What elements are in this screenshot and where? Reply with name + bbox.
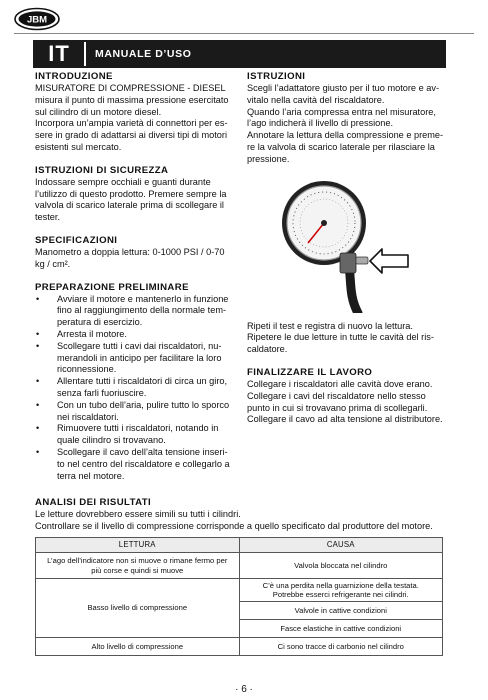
list-item-line: terra nel motore. [57, 470, 125, 481]
list-item-line: • Scollegare tutti i cavi dai riscaldatori, nu- [57, 340, 222, 351]
list-item [35, 329, 236, 341]
finish-heading: FINALIZZARE IL LAVORO [247, 366, 373, 378]
analysis-section [35, 497, 450, 533]
intro-line: Incorpora un’ampia varietà di connettori per es- [35, 118, 228, 129]
table-row [36, 579, 443, 602]
safety-line: tester. [35, 212, 61, 223]
list-item [35, 447, 236, 482]
specs-section [35, 235, 236, 271]
table-cell: Alto livello di compressione [36, 637, 240, 655]
analysis-line: Controllare se il livello di compressione corrisponde a quello specificato dal produttore del motore. [35, 520, 433, 531]
table-cell: Fasce elastiche in cattive condizioni [239, 619, 443, 637]
manual-title: MANUALE D’USO [95, 48, 192, 60]
list-item [35, 341, 236, 376]
brand-name: JBM [26, 14, 48, 26]
instructions-line: l’ago indicherà il livello di pressione. [247, 118, 394, 129]
intro-line: MISURATORE DI COMPRESSIONE - DIESEL [35, 83, 226, 93]
table-cell: Valvole in cattive condizioni [239, 601, 443, 619]
table-cell [239, 579, 443, 602]
page-number: · 6 · [235, 684, 253, 695]
list-item [35, 376, 236, 400]
finish-line: Collegare i riscaldatori alle cavità dove erano. [247, 378, 433, 389]
specs-line: kg / cm². [35, 258, 71, 269]
header-divider [84, 42, 86, 66]
analysis-line: Le letture dovrebbero essere simili su tutti i cilindri. [35, 509, 241, 519]
list-item-line: • Allentare tutti i riscaldatori di circa un giro, [57, 376, 228, 387]
intro-line: esistenti sul mercato. [35, 141, 122, 152]
cell-line: Potrebbe esserci refrigerante nei cilindri. [272, 589, 409, 599]
list-item-line: peratura di esercizio. [57, 317, 143, 328]
list-item-line: senza farli fuoriuscire. [57, 387, 147, 398]
prep-heading: PREPARAZIONE PRELIMINARE [35, 281, 189, 293]
instructions-line: re la valvola di scarico laterale per rilasciare la [247, 141, 435, 152]
language-code: IT [48, 41, 70, 66]
intro-section [35, 71, 236, 154]
repeat-line: caldatore. [247, 344, 288, 355]
arrow-icon [370, 249, 408, 273]
list-item-line: nei riscaldatori. [57, 411, 119, 422]
safety-line: Indossare sempre occhiali e guanti durante [35, 176, 211, 187]
cell-line: più corse e quindi si muove [91, 565, 184, 575]
list-item-line: • Scollegare il cavo dell’alta tensione inseri- [57, 446, 228, 457]
instructions-line: Quando l’aria compressa entra nel misuratore, [247, 106, 436, 117]
list-item-line: • Avviare il motore e mantenerlo in funzione [57, 293, 229, 304]
list-item [35, 294, 236, 329]
safety-heading: ISTRUZIONI DI SICUREZZA [35, 164, 169, 176]
analysis-heading: ANALISI DEI RISULTATI [35, 497, 152, 508]
instructions-line: Annotare la lettura della compressione e preme- [247, 130, 444, 141]
table-cell: Basso livello di compressione [36, 579, 240, 638]
finish-line: punto in cui si trovavano prima di scollegarli. [247, 402, 428, 413]
header-rule [14, 33, 474, 34]
instructions-line: vitalo nella cavità del riscaldatore. [247, 94, 385, 105]
finish-line: Collegare il cavo ad alta tensione al distributore. [247, 414, 443, 425]
intro-line: sere in grado di adattarsi ai diversi tipi di motori [35, 130, 228, 141]
intro-line: sul cilindro di un motore diesel. [35, 106, 162, 117]
safety-line: valvola di scarico laterale prima di scollegare il [35, 200, 224, 211]
table-row [36, 553, 443, 579]
finish-line: Collegare i cavi del riscaldatore nello stesso [247, 390, 426, 401]
table-cell: Ci sono tracce di carbonio nel cilindro [239, 637, 443, 655]
intro-heading: INTRODUZIONE [35, 71, 113, 82]
list-item-line: riconnessione. [57, 364, 117, 375]
safety-line: l’utilizzo di questo prodotto. Premere sempre la [35, 188, 227, 199]
cell-line: L’ago dell’indicatore non si muove o rimane fermo per [47, 556, 228, 566]
left-column [35, 71, 236, 493]
specs-line: Manometro a doppia lettura: 0-1000 PSI / 0-70 [35, 246, 225, 257]
instructions-line: Scegli l’adattatore giusto per il tuo motore e av- [247, 83, 440, 93]
specs-heading: SPECIFICAZIONI [35, 234, 118, 246]
list-item [35, 400, 236, 424]
column-header-reading: LETTURA [36, 538, 240, 553]
list-item-line: merandoli in anticipo per facilitare la loro [57, 352, 222, 363]
list-item-line: • Con un tubo dell’aria, pulire tutto lo sporco [57, 399, 230, 410]
table-header-row [36, 538, 443, 553]
column-header-cause: CAUSA [239, 538, 443, 553]
prep-list [35, 294, 236, 483]
repeat-section [247, 321, 448, 356]
list-item-line: quale cilindro si trovavano. [57, 435, 166, 446]
pressure-gauge-illustration [278, 177, 428, 313]
results-table [35, 537, 443, 656]
list-item-line: • Rimuovere tutti i riscaldatori, notando in [57, 423, 219, 434]
jbm-logo [14, 7, 60, 31]
instructions-section [247, 71, 448, 166]
repeat-line: Ripeti il test e registra di nuovo la lettura. [247, 320, 413, 331]
list-item-line: fino al raggiungimento della normale tem- [57, 305, 227, 316]
cell-line: C’è una perdita nella guarnizione della testata. [262, 580, 419, 590]
list-item-line: • Arresta il motore. [57, 328, 127, 339]
prep-section [35, 282, 236, 483]
list-item-line: to nel centro del riscaldatore e collegarlo a [57, 458, 230, 469]
intro-line: misura il punto di massima pressione esercitato [35, 94, 229, 105]
table-cell: Valvola bloccata nel cilindro [239, 553, 443, 579]
table-row [36, 637, 443, 655]
instructions-heading: ISTRUZIONI [247, 71, 306, 82]
list-item [35, 423, 236, 447]
instructions-line: pressione. [247, 153, 290, 164]
finish-section [247, 367, 448, 426]
table-cell [36, 553, 240, 579]
safety-section [35, 165, 236, 224]
repeat-line: Ripetere le due letture in tutte le cavità del ris- [247, 332, 434, 343]
